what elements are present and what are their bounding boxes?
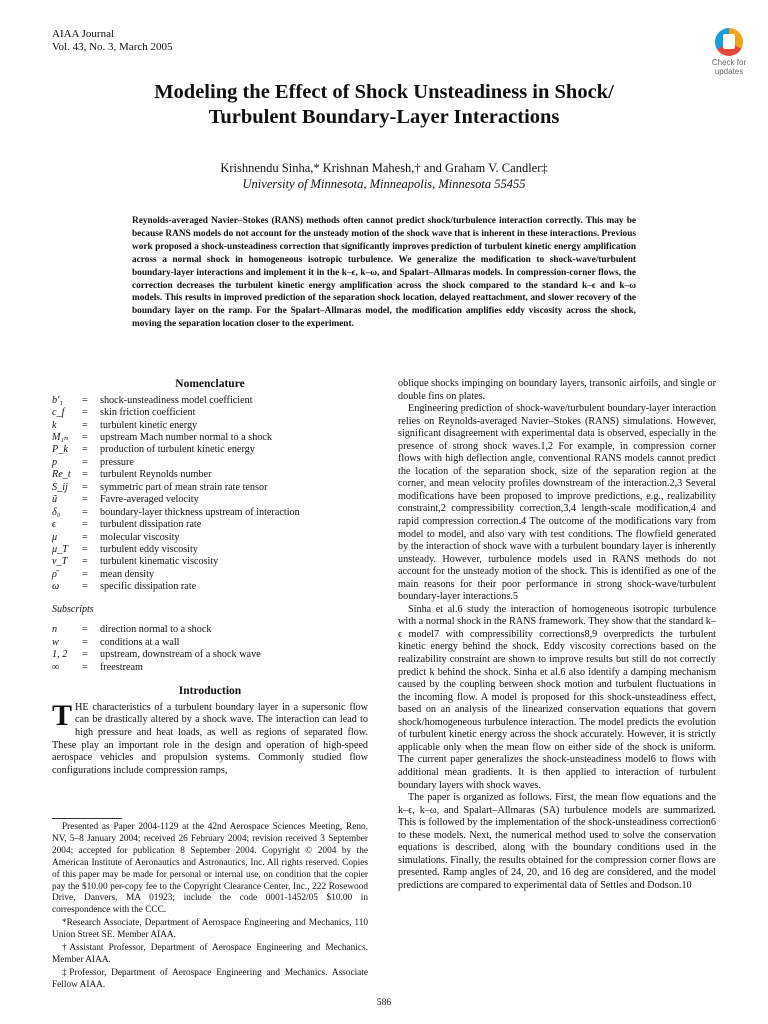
- footnotes: [52, 822, 368, 993]
- drop-cap: T: [52, 698, 73, 732]
- symbol: μ_T: [52, 544, 68, 556]
- definition: direction normal to a shock: [100, 624, 212, 636]
- definition: Favre-averaged velocity: [100, 494, 199, 506]
- symbol: k: [52, 419, 57, 431]
- nomenclature-row: [52, 457, 300, 469]
- author-block: [40, 160, 728, 192]
- definition: molecular viscosity: [100, 531, 180, 543]
- body-paragraph: Sinha et al.6 study the interaction of homogeneous isotropic turbulence with a normal shock in the RANS framework. They show that the standard k–ϵ model7 with compressibility corrections8,9 overpredicts the turbulent kinetic energy behind the shock. Eddy viscosity corrections based on the realizability constraint are shown to improve results but still do not correctly predict k behind the shock. Sinha et al.6 also identify a damping mechanism caused by the coupling between shock motion and turbulent fluctuations in the incoming flow. A model is proposed for this shock-unsteadiness effect, based on an analysis of the linearized conservation equations that govern shock/homogeneous turbulence interaction. The model predicts the evolution of turbulent kinetic energy across the shock accurately. However, it is strictly applicable only when the mean flow on either side of the shock is uniform. The current paper generalizes the shock-unsteadiness model6 to flows with additional mean gradients. It is then applied to interaction of turbulent boundary layers with shock waves.: [398, 603, 716, 791]
- subscripts-table: [52, 624, 261, 674]
- footnote: *Research Associate, Department of Aerospace Engineering and Mechanics, 110 Union Street SE. Member AIAA.: [52, 918, 368, 941]
- introduction-text: HE characteristics of a turbulent boundary layer in a supersonic flow can be drastically altered by a shock wave. The interaction can lead to high pressure and heat loads, as well as regions of separated flow. These play an important role in the design and operation of high-speed aerospace vehicles and propulsion systems. Commonly studied flow configurations include compression ramps,: [52, 701, 368, 776]
- symbol: ∞: [52, 661, 60, 673]
- paper-title: Modeling the Effect of Shock Unsteadiness in Shock/ Turbulent Boundary-Layer Interactions: [154, 81, 614, 128]
- nomenclature-row: [52, 581, 300, 593]
- author-names: Krishnendu Sinha,* Krishnan Mahesh,† and Graham V. Candler‡: [220, 161, 548, 175]
- equals-sign: =: [82, 531, 88, 543]
- definition: specific dissipation rate: [100, 581, 197, 593]
- symbol: M₁ₙ: [52, 431, 69, 443]
- equals-sign: =: [82, 394, 88, 406]
- nomenclature-row: [52, 662, 261, 674]
- equals-sign: =: [82, 469, 88, 481]
- symbol: w: [52, 636, 59, 648]
- nomenclature-row: [52, 444, 300, 456]
- symbol: S_ij: [52, 481, 68, 493]
- equals-sign: =: [82, 581, 88, 593]
- footnote-rule: [52, 818, 122, 819]
- nomenclature-row: [52, 532, 300, 544]
- equals-sign: =: [82, 494, 88, 506]
- nomenclature-row: [52, 649, 261, 661]
- nomenclature-row: [52, 624, 261, 636]
- introduction-body: [52, 698, 368, 778]
- footnote: Presented as Paper 2004-1129 at the 42nd Aerospace Sciences Meeting, Reno, NV, 5–8 January 2004; received 26 February 2004; revision received 3 September 2004; accepted for publication 8 September 2004. Copyright © 2004 by the American Institute of Aeronautics and Astronautics, Inc. All rights reserved. Copies of this paper may be made for personal or internal use, on condition that the copier pay the $10.00 per-copy fee to the Copyright Clearance Center, Inc., 222 Rosewood Drive, Danvers, MA 01923; include the code 0001-1452/05 $10.00 in correspondence with the CCC.: [52, 822, 368, 916]
- nomenclature-row: [52, 507, 300, 519]
- symbol: p: [52, 456, 58, 468]
- nomenclature-row: [52, 407, 300, 419]
- introduction-heading: Introduction: [178, 685, 242, 698]
- equals-sign: =: [82, 636, 88, 648]
- definition: upstream Mach number normal to a shock: [100, 431, 273, 443]
- abstract: Reynolds-averaged Navier–Stokes (RANS) methods often cannot predict shock/turbulence interaction correctly. This may be because RANS models do not account for the unsteady motion of the shock wave that is inherent in these interactions. Previous work proposed a shock-unsteadiness correction that significantly improves prediction of turbulent kinetic energy amplification across a normal shock in homogeneous isotropic turbulence. We generalize the modification to shock-wave/turbulent boundary-layer interactions and implement it in the k–ϵ, k–ω, and Spalart–Allmaras models. In compression-corner flows, the correction decreases the turbulent kinetic energy amplification across the shock compared to the standard k–ϵ and k–ω models. This results in improved prediction of the separation shock location, delayed reattachment, and slower recovery of the boundary layer on the ramp. For the Spalart–Allmaras model, the modification amplifies eddy viscosity across the shock, moving the separation location closer to the experiment.: [132, 216, 636, 330]
- definition: production of turbulent kinetic energy: [100, 444, 255, 456]
- right-column: [398, 378, 716, 892]
- equals-sign: =: [82, 649, 88, 661]
- symbol: c_f: [52, 407, 65, 419]
- nomenclature-row: [52, 519, 300, 531]
- symbol: P_k: [52, 444, 68, 456]
- definition: pressure: [100, 456, 134, 468]
- nomenclature-heading: Nomenclature: [175, 378, 245, 390]
- badge-label: Check for updates: [711, 58, 747, 76]
- symbol: n: [52, 624, 58, 636]
- definition: turbulent kinematic viscosity: [100, 556, 219, 568]
- equals-sign: =: [82, 556, 88, 568]
- footnote: ‡Professor, Department of Aerospace Engineering and Mechanics. Associate Fellow AIAA.: [52, 967, 368, 990]
- symbol: ρ̄: [52, 568, 57, 580]
- nomenclature-row: [52, 395, 300, 407]
- body-paragraph: Engineering prediction of shock-wave/turbulent boundary-layer interaction relies on Reynolds-averaged Navier–Stokes (RANS) simulations. However, significant disagreement with experimental data is observed, especially in the presence of strong shock waves.1,2 For example, in compression corner flows with high deflection angle, conventional RANS models cannot predict the location of the separation shock, size of the separation region at the corner, and mean velocity profiles downstream of the interaction.2,3 Several modifications have been proposed to improve predictions, e.g., realizability constraint,2 compressibility correction,3,4 length-scale modification,4 and rapid compression correction.4 The outcome of the modifications vary from model to model, and also vary with test conditions. The flowfield generated by the interaction of shock wave with a turbulent boundary layer is inherently unsteady. However, turbulence models used in RANS methods do not account for the unsteady motion of the shock. This is identified as one of the main reasons for their poor performance in strong shock-wave/turbulent boundary-layer interactions.5: [398, 403, 716, 603]
- equals-sign: =: [82, 431, 88, 443]
- symbol: ω: [52, 581, 60, 593]
- equals-sign: =: [82, 519, 88, 531]
- definition: turbulent eddy viscosity: [100, 544, 198, 556]
- equals-sign: =: [82, 444, 88, 456]
- definition: turbulent dissipation rate: [100, 519, 202, 531]
- equals-sign: =: [82, 481, 88, 493]
- check-for-updates-badge[interactable]: [700, 28, 758, 84]
- nomenclature-row: [52, 432, 300, 444]
- journal-volume: Vol. 43, No. 3, March 2005: [52, 41, 173, 53]
- equals-sign: =: [82, 661, 88, 673]
- symbol: ũ: [52, 494, 58, 506]
- nomenclature-row: [52, 420, 300, 432]
- nomenclature-row: [52, 544, 300, 556]
- symbol: 1, 2: [52, 649, 68, 661]
- symbol: μ: [52, 531, 58, 543]
- body-paragraph: oblique shocks impinging on boundary layers, transonic airfoils, and single or double fins on plates.: [398, 378, 716, 402]
- definition: turbulent Reynolds number: [100, 469, 212, 481]
- subscripts-heading: Subscripts: [52, 603, 94, 615]
- left-column: [52, 378, 368, 777]
- nomenclature-row: [52, 556, 300, 568]
- equals-sign: =: [82, 568, 88, 580]
- definition: freestream: [100, 661, 143, 673]
- equals-sign: =: [82, 419, 88, 431]
- nomenclature-row: [52, 469, 300, 481]
- nomenclature-table: [52, 395, 300, 594]
- symbol: ϵ: [52, 519, 57, 531]
- equals-sign: =: [82, 506, 88, 518]
- definition: skin friction coefficient: [100, 407, 196, 419]
- equals-sign: =: [82, 544, 88, 556]
- symbol: δ₀: [52, 506, 61, 518]
- definition: boundary-layer thickness upstream of interaction: [100, 506, 300, 518]
- definition: mean density: [100, 568, 155, 580]
- equals-sign: =: [82, 624, 88, 636]
- definition: upstream, downstream of a shock wave: [100, 649, 261, 661]
- nomenclature-row: [52, 637, 261, 649]
- footnote: †Assistant Professor, Department of Aerospace Engineering and Mechanics. Member AIAA.: [52, 943, 368, 965]
- body-paragraph: The paper is organized as follows. First, the mean flow equations and the k–ϵ, k–ω, and Spalart–Allmaras (SA) turbulence models are summarized. This is followed by the implementation of the shock-unsteadiness correction6 to these models. Next, the numerical method used to solve the conservation equations is described, along with the boundary conditions used in the simulations. Finally, the results obtained for the compression corner flows are presented. Ramp angles of 24, 20, and 16 deg are considered, and the model predictions are compared to experimental data of Settles and Dodson.10: [398, 792, 716, 891]
- journal-name: AIAA Journal: [52, 28, 115, 40]
- definition: conditions at a wall: [100, 636, 180, 648]
- definition: symmetric part of mean strain rate tensor: [100, 481, 268, 493]
- page-number: 586: [376, 998, 392, 1008]
- symbol: Re_t: [52, 469, 71, 481]
- definition: shock-unsteadiness model coefficient: [100, 394, 253, 406]
- equals-sign: =: [82, 456, 88, 468]
- nomenclature-row: [52, 569, 300, 581]
- check-for-updates-icon: [715, 28, 743, 56]
- nomenclature-row: [52, 494, 300, 506]
- affiliation: University of Minnesota, Minneapolis, Minnesota 55455: [242, 177, 526, 191]
- definition: turbulent kinetic energy: [100, 419, 198, 431]
- equals-sign: =: [82, 407, 88, 419]
- symbol: b′₁: [52, 394, 63, 406]
- symbol: ν_T: [52, 556, 68, 568]
- journal-header: [52, 28, 172, 54]
- nomenclature-row: [52, 482, 300, 494]
